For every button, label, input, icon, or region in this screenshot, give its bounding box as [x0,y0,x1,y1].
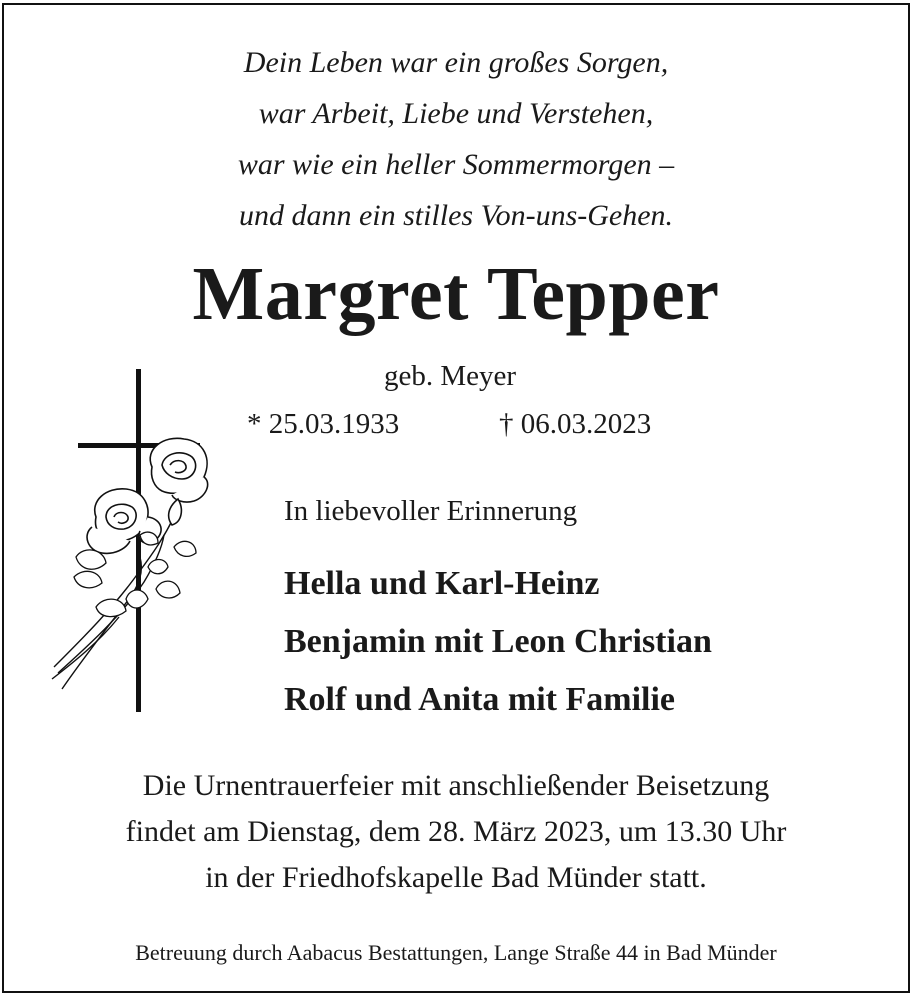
poem-line: Dein Leben war ein großes Sorgen, [243,46,669,79]
service-announcement [4,763,908,901]
funeral-home-note: Betreuung durch Aabacus Bestattungen, Lange Straße 44 in Bad Münder [135,940,777,965]
death-date: † 06.03.2023 [499,408,652,440]
poem-line: war Arbeit, Liebe und Verstehen, [258,97,654,130]
remembrance-heading: In liebevoller Erinnerung [284,495,578,527]
obituary-notice [2,3,910,993]
mourner-line: Benjamin mit Leon Christian [284,623,712,660]
mourners-list [284,555,712,729]
cross-with-roses-icon [44,367,219,717]
deceased-name: Margret Tepper [192,252,720,336]
service-line: findet am Dienstag, dem 28. März 2023, um 13.30 Uhr [125,815,787,848]
service-line: in der Friedhofskapelle Bad Münder statt. [205,861,707,894]
memorial-poem [4,37,908,241]
birth-date: * 25.03.1933 [247,408,400,440]
poem-line: war wie ein heller Sommermorgen – [237,148,675,181]
service-line: Die Urnentrauerfeier mit anschließender Beisetzung [142,769,770,802]
poem-line: und dann ein stilles Von-uns-Gehen. [238,199,674,232]
mourner-line: Rolf und Anita mit Familie [284,681,676,718]
birth-name: geb. Meyer [384,360,517,392]
mourner-line: Hella und Karl-Heinz [284,565,600,602]
